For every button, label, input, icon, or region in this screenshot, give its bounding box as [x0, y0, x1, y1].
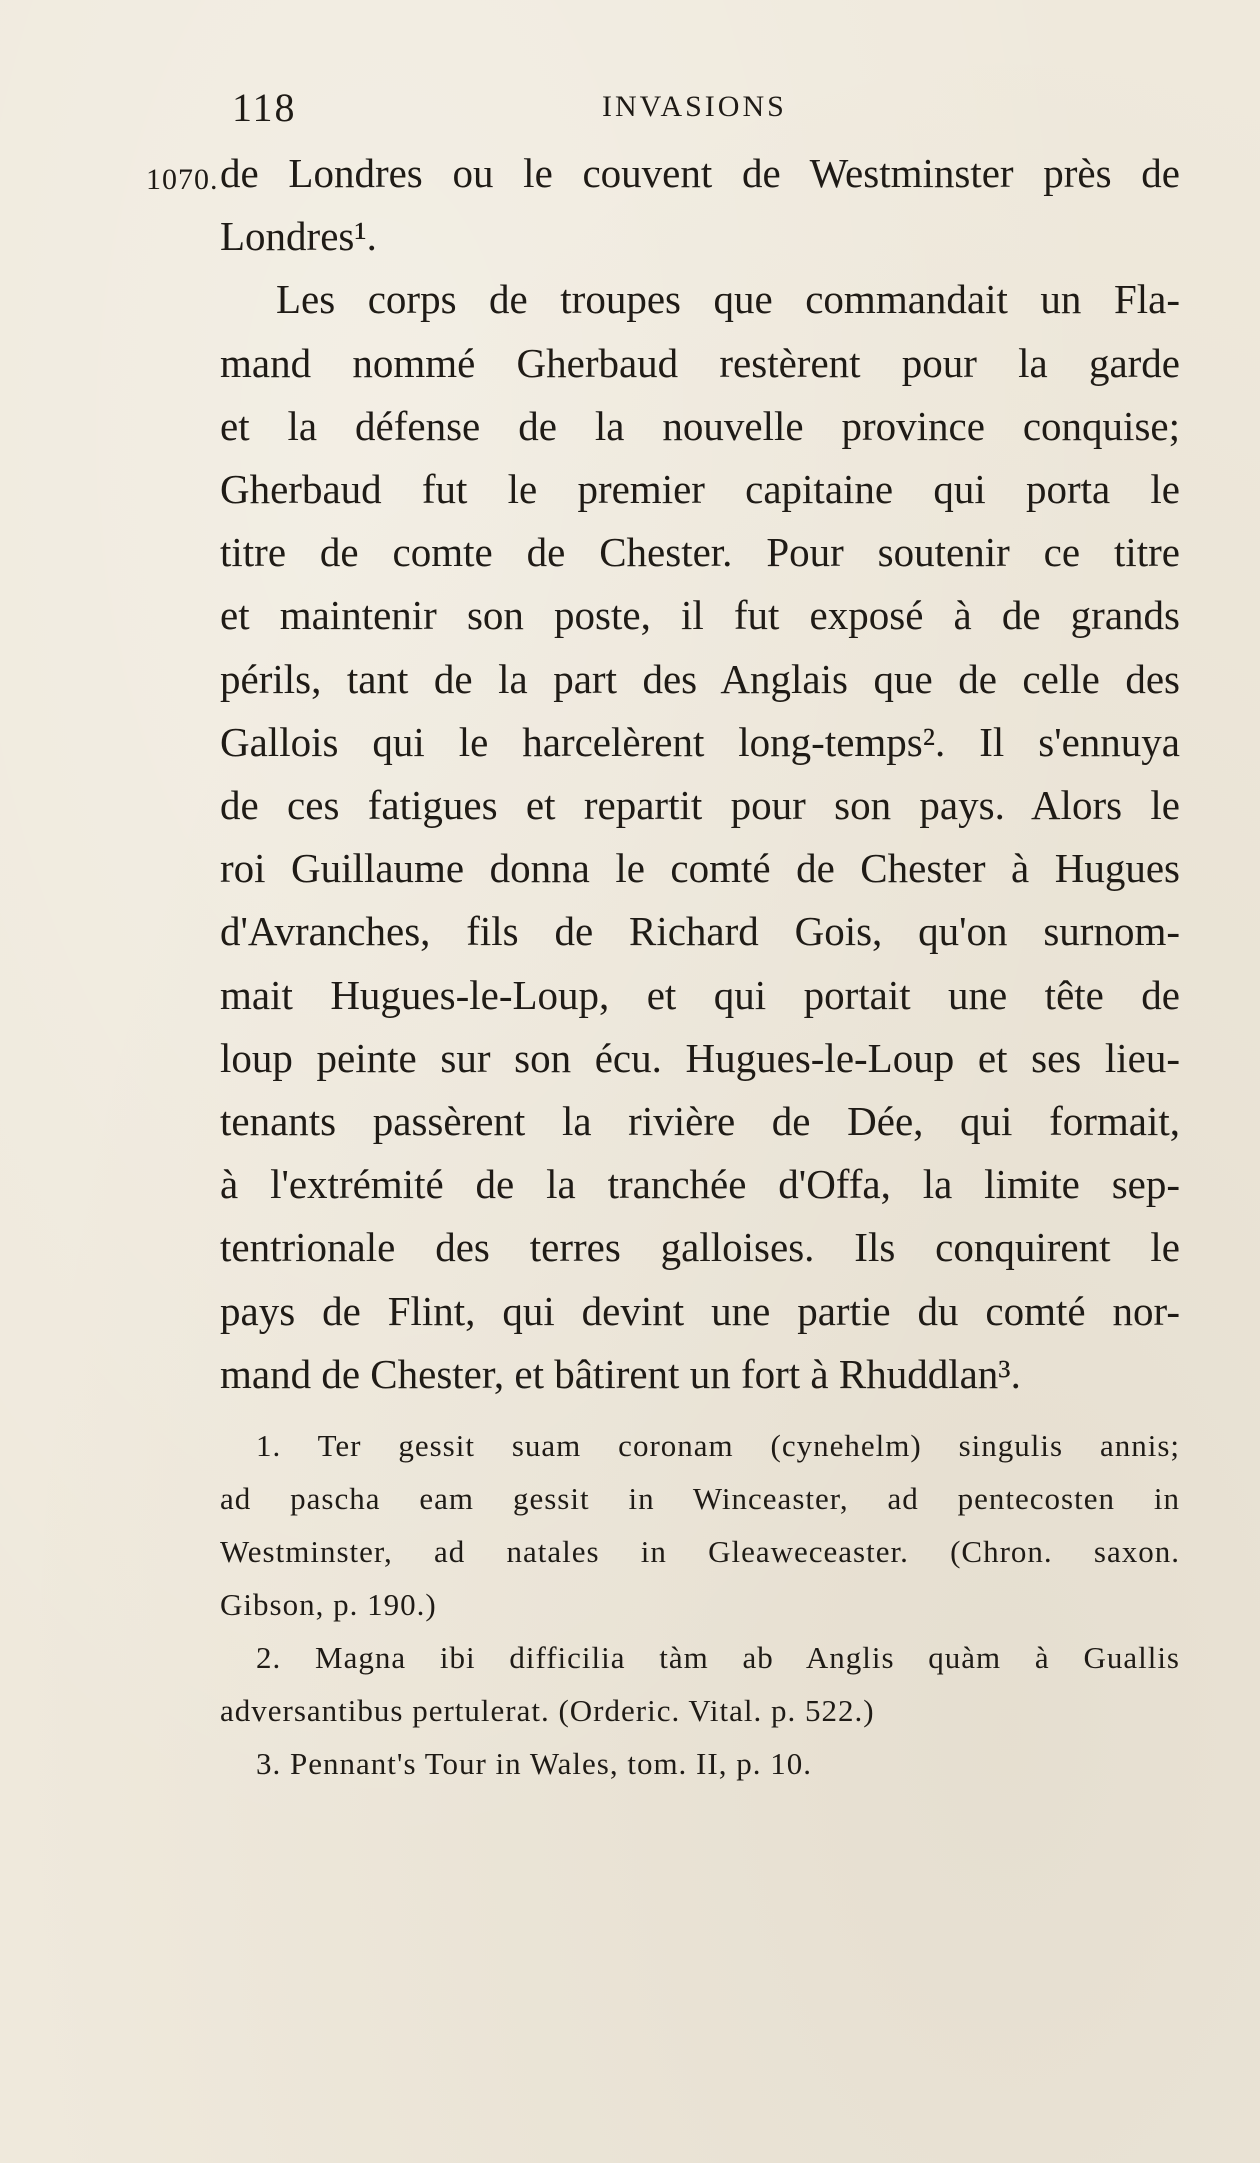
- body-line: périls, tant de la part des Anglais que de celle des: [220, 655, 1180, 702]
- body-line: mait Hugues-le-Loup, et qui portait une tête de: [220, 971, 1180, 1018]
- body-line: tentrionale des terres galloises. Ils conquirent le: [220, 1224, 1180, 1271]
- body-line: à l'extrémité de la tranchée d'Offa, la limite sep-: [220, 1161, 1180, 1208]
- footnote-line: Westminster, ad natales in Gleaweceaster. (Chron. saxon.: [220, 1534, 1180, 1569]
- body-line: Londres¹.: [220, 213, 377, 260]
- body-line: de ces fatigues et repartit pour son pays. Alors le: [220, 782, 1180, 829]
- footnote-line: 3. Pennant's Tour in Wales, tom. II, p. 10.: [256, 1746, 812, 1781]
- body-line: et maintenir son poste, il fut exposé à de grands: [220, 592, 1180, 639]
- footnote-line: ad pascha eam gessit in Winceaster, ad pentecosten in: [220, 1481, 1180, 1516]
- body-line: mand nommé Gherbaud restèrent pour la garde: [220, 339, 1180, 386]
- body-line: tenants passèrent la rivière de Dée, qui formait,: [220, 1098, 1180, 1145]
- footnote-line: Gibson, p. 190.): [220, 1587, 437, 1622]
- body-line: Les corps de troupes que commandait un Fla-: [276, 276, 1180, 323]
- body-text: [220, 142, 1180, 1406]
- body-line: mand de Chester, et bâtirent un fort à Rhuddlan³.: [220, 1350, 1021, 1397]
- body-line: et la défense de la nouvelle province conquise;: [220, 402, 1180, 449]
- body-line: roi Guillaume donna le comté de Chester à Hugues: [220, 845, 1180, 892]
- body-line: de Londres ou le couvent de Westminster près de: [220, 150, 1180, 196]
- footnote-line: 2. Magna ibi difficilia tàm ab Anglis quàm à Guallis: [256, 1640, 1180, 1675]
- body-line: titre de comte de Chester. Pour soutenir ce titre: [220, 529, 1180, 576]
- page-number: 118: [232, 85, 297, 130]
- body-line: Gherbaud fut le premier capitaine qui porta le: [220, 466, 1180, 513]
- body-line: d'Avranches, fils de Richard Gois, qu'on surnom-: [220, 908, 1180, 955]
- running-title: INVASIONS: [602, 90, 787, 123]
- footnotes: [220, 1419, 1180, 1790]
- body-line: pays de Flint, qui devint une partie du comté nor-: [220, 1287, 1180, 1334]
- footnote-line: adversantibus pertulerat. (Orderic. Vital. p. 522.): [220, 1693, 875, 1728]
- body-line: loup peinte sur son écu. Hugues-le-Loup et ses lieu-: [220, 1034, 1180, 1081]
- margin-year-note: 1070.: [146, 163, 219, 196]
- body-line: Gallois qui le harcelèrent long-temps². Il s'ennuya: [220, 718, 1180, 765]
- footnote-line: 1. Ter gessit suam coronam (cynehelm) singulis annis;: [256, 1428, 1180, 1463]
- running-head: [232, 84, 1092, 144]
